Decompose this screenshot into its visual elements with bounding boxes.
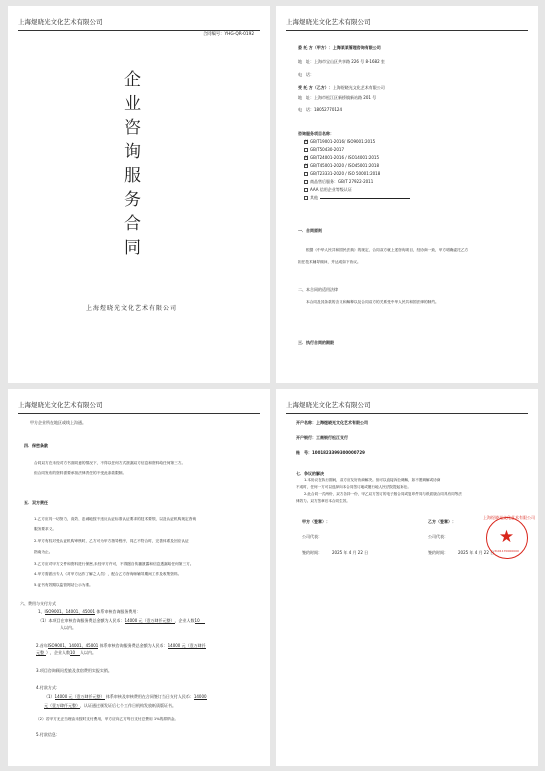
party-a-phone: 电 话： xyxy=(298,72,314,77)
services-title: 咨询服务项目名称： xyxy=(298,131,334,136)
account-number xyxy=(296,450,365,455)
service-item xyxy=(304,155,379,160)
fee-amount: 14000 元（壹万肆仟 xyxy=(167,643,206,648)
other-field[interactable] xyxy=(320,198,410,199)
title-char: 同 xyxy=(124,238,142,258)
service-label: AAA 信用企业等级认证 xyxy=(310,187,352,192)
clause-line: 3.乙方应对甲方文件和资料进行保密,未经甲方许可，不得擅自传播泄露和信息透漏给任何第三方。 xyxy=(34,562,194,566)
document-title xyxy=(118,68,148,260)
page-header: 上海煜晓光文化艺术有限公司 xyxy=(286,16,528,31)
service-label: GB/T50430-2017 xyxy=(310,147,344,152)
payment-title: 4.付款方式： xyxy=(36,685,60,690)
section-4-text: 合同双方在未经对方书面同意的情况下，不得以任何方式泄漏双方信息和资料给任何第三方。 xyxy=(34,461,186,465)
checkbox[interactable] xyxy=(304,188,308,192)
party-b-phone: 电 话：18052770124 xyxy=(298,107,342,112)
account-label: 账 号： xyxy=(296,450,312,455)
headcount: 10 xyxy=(70,650,80,656)
section-1-text: 担任技术辅导顾问，并达成如下协议。 xyxy=(298,260,361,264)
date-label: 签约时间： xyxy=(302,550,322,555)
party-a-address: 地 址：上海市宝山区共享路 226 号 8-1682 室 xyxy=(298,59,385,64)
section-4-text: 但合同发布的资料需要承担法律责任的不受此条款限制。 xyxy=(34,471,127,475)
service-item xyxy=(304,179,373,184)
seal-number: 3101170000000 xyxy=(494,549,519,553)
service-label: GB/T23331-2020 / ISO 50001:2018 xyxy=(310,171,381,176)
service-label: 其他 xyxy=(310,195,318,200)
page-header: 上海煜晓光文化艺术有限公司 xyxy=(286,399,528,414)
fee-amount: 元整 xyxy=(36,650,44,655)
contract-number: 合同编号：YHG-QR-0192 xyxy=(203,32,255,37)
clause-line: 4.甲方需派出专人（对甲方运作了解之人员），配合乙方咨询师辅导期间工作及收集资料。 xyxy=(34,572,182,576)
fee-text: 1、 xyxy=(38,609,45,614)
page-cover xyxy=(8,6,270,383)
checkbox[interactable] xyxy=(304,164,308,168)
payment-line xyxy=(44,703,176,709)
service-label: GB/T45001-2020 / ISO45001:2018 xyxy=(310,163,379,168)
section-7-text: 不成时，任何一方可以选择向本合同签订地或履行地人民法院提起诉讼。 xyxy=(296,485,411,489)
bank-label: 开户银行： xyxy=(296,435,316,440)
party-b-label: 受 托 方（乙方）： xyxy=(298,85,333,90)
fee-text: 人以内。 xyxy=(80,650,96,655)
fee-scope: ISO9001、14001、45001 xyxy=(47,643,99,648)
fee-line xyxy=(36,643,206,649)
party-a xyxy=(298,45,381,50)
clause-line: 5.证书有效期以监管网站公示为准。 xyxy=(34,583,93,587)
party-a-name: 上海某某管理咨询有限公司 xyxy=(332,45,381,50)
title-char: 业 xyxy=(124,94,142,114)
fee-text: 2.首年 xyxy=(36,643,48,648)
page-parties xyxy=(276,6,538,383)
section-7-text: 2.此合同一式两份，双方各持一份，甲乙双方签订的电子版合同或复印件同与纸质版合同具有同等法 xyxy=(304,492,462,496)
pay-amount: 元（壹万肆仟元整） xyxy=(44,703,80,708)
pay-text: （1） xyxy=(44,694,55,699)
company-seal xyxy=(483,515,535,559)
fee-line xyxy=(38,609,140,615)
section-5-title: 五．双方责任 xyxy=(24,500,48,505)
account-name-label: 开户名称： xyxy=(296,420,316,425)
checkbox[interactable] xyxy=(304,196,308,200)
party-a-rep: 公司代表： xyxy=(302,534,322,539)
seal-text: 上海煜晓光文化艺术有限公司 xyxy=(483,515,535,520)
title-char: 询 xyxy=(124,142,142,162)
account-name-value: 上海煜晓光文化艺术有限公司 xyxy=(316,420,368,425)
clause-line: 服务要求义。 xyxy=(34,527,57,531)
section-2-title: 二、本合同的适用法律 xyxy=(298,287,338,292)
pay-amount: 14000 xyxy=(193,694,207,699)
date-value: 2025 年 4 月 22 日 xyxy=(332,550,369,555)
service-label: 商品售后服务：GB/T 27922-2011 xyxy=(310,179,374,184)
title-char: 咨 xyxy=(124,118,142,138)
title-char: 服 xyxy=(124,166,142,186)
date-label: 签约时间： xyxy=(428,550,448,555)
fee-line: 3.项目咨询顾问差旅及食宿费用实报实销。 xyxy=(36,668,112,673)
section-7-title: 七．争议的解决 xyxy=(296,471,324,476)
date-value: 2025 年 4 月 22 日 xyxy=(458,550,495,555)
checkbox[interactable] xyxy=(304,148,308,152)
page-clauses xyxy=(8,389,270,766)
party-a-label: 委 托 方（甲方）： xyxy=(298,45,333,50)
section-2-text: 本合同及其条款的含义和解释以及合同双方的关系受中华人民共和国法律的制约。 xyxy=(306,300,439,304)
title-char: 合 xyxy=(124,214,142,234)
payment-line xyxy=(44,694,207,700)
party-a-date xyxy=(302,550,368,555)
star-icon: ★ xyxy=(498,527,515,547)
account-name xyxy=(296,420,368,425)
fee-text: ），企业人数 xyxy=(46,650,70,655)
fee-text: 体系审核咨询服务费总金额为人民币： xyxy=(99,643,168,648)
title-char: 企 xyxy=(124,70,142,90)
section-6-title: 六、费用与支付方式 xyxy=(20,601,56,606)
pay-text: 体系审核及审核费用在合同签订当日支付人民币： xyxy=(105,694,194,699)
service-item xyxy=(304,195,410,200)
service-item xyxy=(304,147,344,152)
bank-value: 工商银行松江支行 xyxy=(316,435,348,440)
checkbox[interactable] xyxy=(304,180,308,184)
service-item xyxy=(304,171,380,176)
payment-line: （2）若甲方无正当理由未按时支付费用，甲方应向乙方每日支付总费用 1%的滞纳金。 xyxy=(36,717,179,721)
service-item xyxy=(304,139,375,144)
party-b-signature: 乙方（签章）： xyxy=(428,519,456,524)
page-header: 上海煜晓光文化艺术有限公司 xyxy=(18,16,260,31)
section-4-title: 四．保密条款 xyxy=(24,443,48,448)
fee-text: 体系审核咨询服务费用： xyxy=(96,609,141,614)
service-label: GB/T19001-2016/ ISO9001:2015 xyxy=(310,139,376,144)
fee-line xyxy=(38,618,205,624)
checkbox[interactable] xyxy=(304,140,308,144)
title-char: 务 xyxy=(124,190,142,210)
headcount: 10 xyxy=(195,618,205,624)
section-3-title: 三．执行合同的期限 xyxy=(298,340,334,345)
clause-line: 2.甲方有权对受认证机构审核时，乙方可为甲方指导程序，同乙不符合时，完善体系及回应认证 xyxy=(34,539,189,543)
bank-name xyxy=(296,435,348,440)
clause-line: 指南为止。 xyxy=(34,550,53,554)
fee-text: ，企业人数 xyxy=(174,618,195,623)
section-1-title: 一．合同原则 xyxy=(298,228,322,233)
section-7-text: 律效力。双方签章后本合同生效。 xyxy=(296,499,350,503)
checkbox[interactable] xyxy=(304,172,308,176)
fee-line: 人以内。 xyxy=(60,625,76,630)
page-signatures xyxy=(276,389,538,766)
pay-amount: 14000 元（壹万肆仟元整） xyxy=(54,694,105,699)
fee-scope: ISO9001、14001、45001 xyxy=(44,609,96,614)
service-label: GB/T24001-2016 / ISO14001:2015 xyxy=(310,155,379,160)
pay-text: ，认证通过颁发证后七个工作日机构发放纸质版证书。 xyxy=(80,703,176,708)
party-b-name: 上海煜晓光文化艺术有限公司 xyxy=(332,85,385,90)
party-b-rep: 公司代表： xyxy=(428,534,448,539)
checkbox[interactable] xyxy=(304,156,308,160)
service-item xyxy=(304,187,352,192)
page-header: 上海煜晓光文化艺术有限公司 xyxy=(18,399,260,414)
location-line: 甲方企业所在地区或线上沟通。 xyxy=(30,420,86,425)
party-a-signature: 甲方（签章）： xyxy=(302,519,330,524)
party-b xyxy=(298,85,385,90)
party-b-address: 地 址：上海市松江区新桥镇新站路 201 号 xyxy=(298,95,377,100)
section-1-text: 根据《中华人民共和国民法典》的规定，合同双方就上述咨询项目，经协商一致，甲方明确委托乙方 xyxy=(306,248,469,252)
section-7-text: 1.本协议在执行期间，双方应友好协商解决。但可以直接诉讼调解，如不愿调解或协商 xyxy=(304,478,441,482)
payment-info: 5.付款信息： xyxy=(36,732,60,737)
clause-line: 1.乙方应具一切努力，高效、忠诚地按不违反认证标准认证要求的技术要领，以及认证机构规定咨询 xyxy=(34,517,197,521)
fee-text: （1）本项目在审核咨询服务费总金额为人民币： xyxy=(38,618,125,623)
service-item xyxy=(304,163,379,168)
account-value: 1001823399300000729 xyxy=(312,450,365,455)
fee-line xyxy=(36,650,96,656)
party-b-date xyxy=(428,550,494,555)
fee-amount: 14000 元（壹万肆仟元整） xyxy=(124,618,175,623)
cover-company: 上海煜晓光文化艺术有限公司 xyxy=(86,305,178,312)
